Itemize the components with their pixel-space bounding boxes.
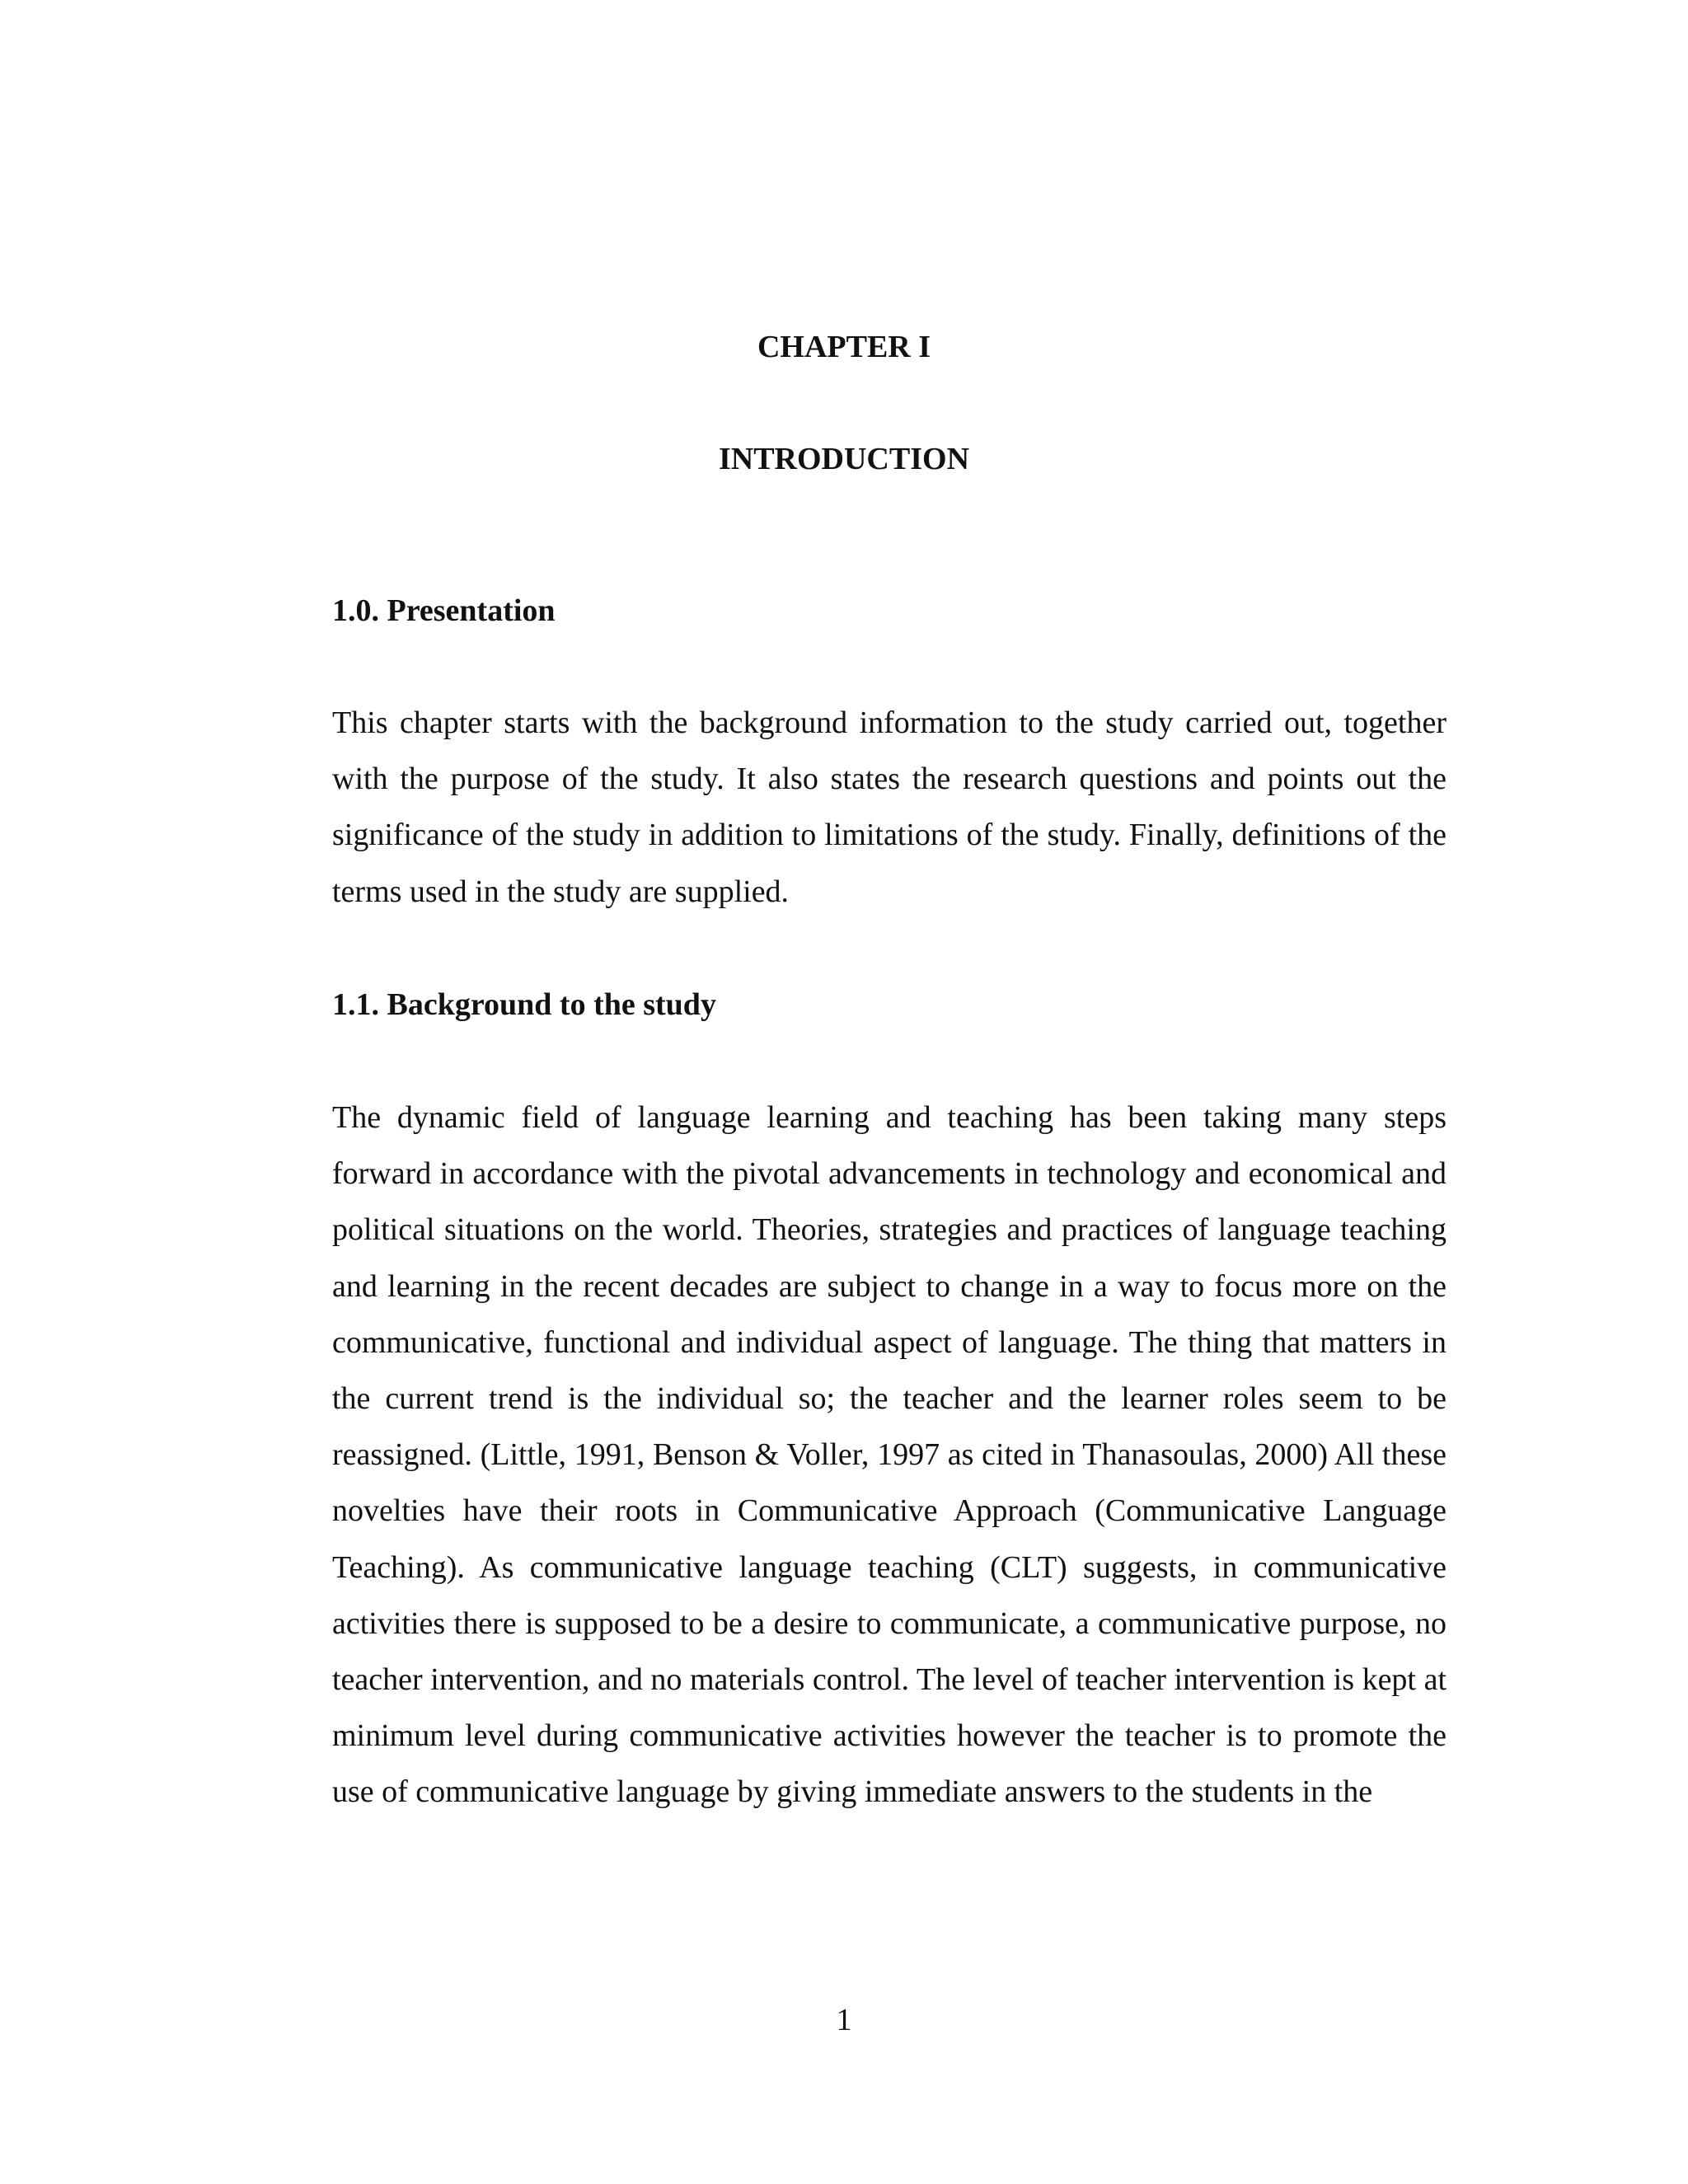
paragraph-presentation: This chapter starts with the background information to the study carried out, together with the purpose of the study. It also states the research questions and points out the significance of the study in addition to limitations of the study. Finally, definitions of the terms used in the study are supplied. (332, 705, 1447, 909)
page-number: 1 (836, 2003, 852, 2037)
section-heading-background: 1.1. Background to the study (332, 987, 716, 1022)
section-heading-presentation: 1.0. Presentation (332, 593, 556, 628)
chapter-title: INTRODUCTION (718, 442, 970, 476)
paragraph-background: The dynamic field of language learning and teaching has been taking many steps forward in accordance with the pivotal advancements in technology and economical and political situations on the world. Theories, strategies and practices of language teaching and learning in the recent decades are subject to change in a way to focus more on the communicative, functional and individual aspect of language. The thing that matters in the current trend is the individual so; the teacher and the learner roles seem to be reassigned. (Little, 1991, Benson & Voller, 1997 as cited in Thanasoulas, 2000) All these novelties have their roots in Communicative Approach (Communicative Language Teaching). As communicative language teaching (CLT) suggests, in communicative activities there is supposed to be a desire to communicate, a communicative purpose, no teacher intervention, and no materials control. The level of teacher intervention is kept at minimum level during communicative activities however the teacher is to promote the use of communicative language by giving immediate answers to the students in the (332, 1100, 1447, 1810)
chapter-label: CHAPTER I (757, 330, 931, 364)
